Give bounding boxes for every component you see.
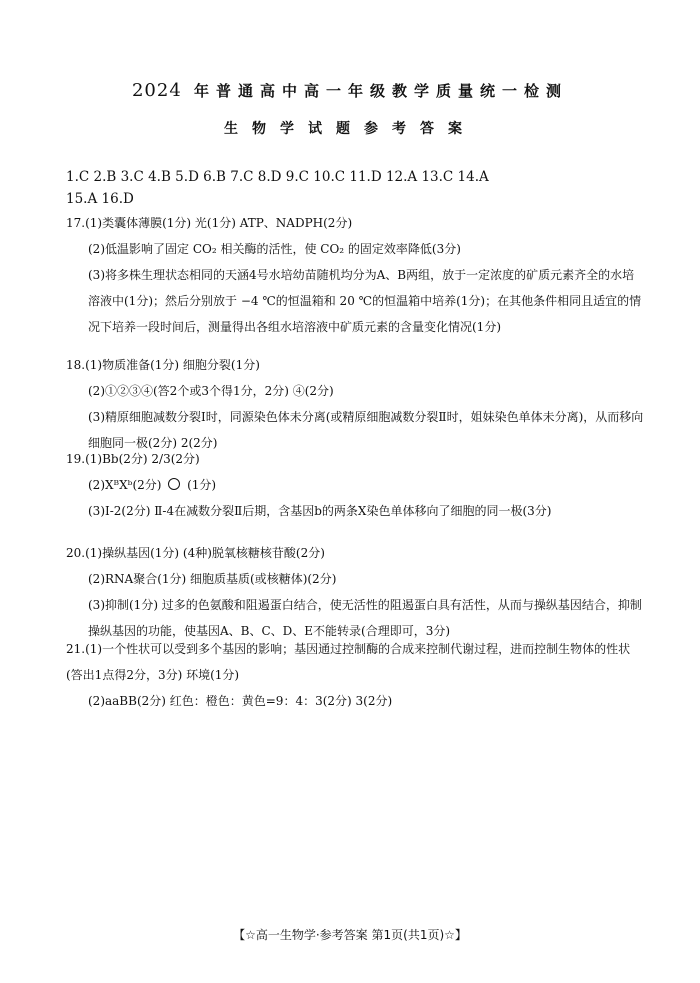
q19-part2-genotype: (2)XᴮXᵇ(2分) — [88, 478, 162, 492]
q18-part3: (3)精原细胞减数分裂Ⅰ时，同源染色体未分离(或精原细胞减数分裂Ⅱ时，姐妹染色单体未分离)，从而移向细胞同一极(2分) 2(2分) — [88, 410, 644, 450]
question-17 — [66, 210, 646, 340]
question-20 — [66, 540, 646, 644]
q18-part2: (2)①②③④(答2个或3个得1分，2分) ④(2分) — [88, 384, 334, 398]
q20-part1: 20.(1)操纵基因(1分) (4种)脱氧核糖核苷酸(2分) — [66, 546, 325, 560]
q21-part2: (2)aaBB(2分) 红色：橙色：黄色=9：4：3(2分) 3(2分) — [88, 694, 393, 708]
circle-symbol-icon — [168, 478, 180, 490]
exam-title — [0, 80, 700, 101]
question-21 — [66, 636, 646, 714]
question-19 — [66, 446, 646, 524]
exam-title-text: 年普通高中高一年级教学质量统一检测 — [194, 82, 569, 100]
multiple-choice-answers-line1: 1.C 2.B 3.C 4.B 5.D 6.B 7.C 8.D 9.C 10.C 11.D 12.A 13.C 14.A — [66, 169, 489, 185]
q19-part3: (3)Ⅰ-2(2分) Ⅱ-4在减数分裂Ⅱ后期，含基因b的两条X染色单体移向了细胞的同一极(3分) — [88, 504, 552, 518]
q21-part1: 21.(1)一个性状可以受到多个基因的影响；基因通过控制酶的合成来控制代谢过程，进而控制生物体的性状(答出1点得2分，3分) 环境(1分) — [66, 642, 631, 682]
question-18 — [66, 352, 646, 456]
q20-part2: (2)RNA聚合(1分) 细胞质基质(或核糖体)(2分) — [88, 572, 337, 586]
page-footer: 【☆高一生物学·参考答案 第1页(共1页)☆】 — [233, 928, 467, 942]
exam-subtitle: 生物学试题参考答案 — [224, 121, 476, 137]
multiple-choice-answers-line2: 15.A 16.D — [66, 191, 134, 207]
q19-part2 — [66, 472, 646, 498]
exam-year: 2024 — [131, 80, 182, 101]
q18-part1: 18.(1)物质准备(1分) 细胞分裂(1分) — [66, 358, 260, 372]
q17-part3: (3)将多株生理状态相同的天涵4号水培幼苗随机均分为A、B两组，放于一定浓度的矿质元素齐全的水培溶液中(1分)；然后分别放于 −4 ℃的恒温箱和 20 ℃的恒温箱中培养(1分)；在其他条件相同且适宜的情况下培养一段时间后，测量得出各组水培溶液中矿质元素的含量变化情况(1分) — [88, 268, 642, 334]
q19-part2-score: (1分) — [187, 478, 217, 492]
q17-part1: 17.(1)类囊体薄膜(1分) 光(1分) ATP、NADPH(2分) — [66, 216, 353, 230]
q19-part1: 19.(1)Bb(2分) 2/3(2分) — [66, 452, 200, 466]
q20-part3: (3)抑制(1分) 过多的色氨酸和阻遏蛋白结合，使无活性的阻遏蛋白具有活性，从而与操纵基因结合，抑制操纵基因的功能，使基因A、B、C、D、E不能转录(合理即可，3分) — [88, 598, 642, 638]
q17-part2: (2)低温影响了固定 CO₂ 相关酶的活性，使 CO₂ 的固定效率降低(3分) — [88, 242, 461, 256]
